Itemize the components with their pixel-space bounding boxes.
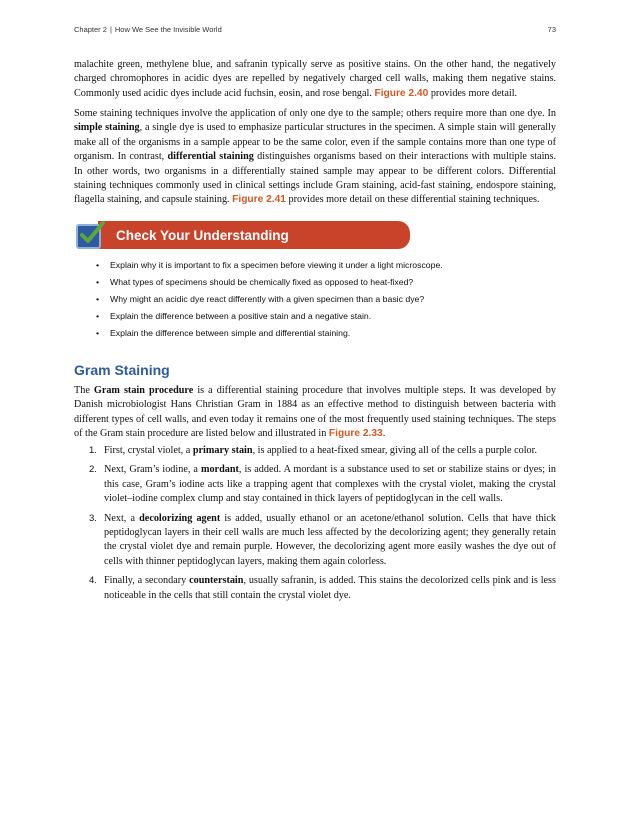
check-understanding-banner [76,220,410,250]
question-text: What types of specimens should be chemically fixed as opposed to heat-fixed? [110,277,414,287]
text-run: , usually safranin, is added. This stains the decolorized cells pink and is less noticeable in the cells that still contain the crystal violet dye. [104,575,556,601]
chapter-title: How We See the Invisible World [114,24,222,34]
gram-stain-steps [74,444,556,608]
text-run: is added, usually ethanol or an acetone/ethanol solution. Cells that have thick peptidoglycan layers in their cell walls are much less affected by the decolorizing agent; they generally retain the crystal violet dye and remain purple. However, the decolorizing agent more easily washes the dye out of cells with thinner peptidoglycan layers, making them again colorless. [104,512,556,567]
text-run: Next, a [104,512,140,524]
check-understanding-list [96,257,536,342]
bullet: • [96,260,100,270]
header-left [74,25,222,34]
chapter-label: Chapter 2 [74,24,107,34]
page-number: 73 [547,24,556,34]
text-run: provides more detail on these differential staining techniques. [285,194,540,206]
step-number: 4. [89,575,97,587]
step-item [74,574,556,603]
text-run: malachite green, methylene blue, and safranin typically serve as positive stains. On the other hand, the negatively charged chromophores in acidic dyes are repelled by negatively charged cell walls, making them negative stains. Commonly used acidic dyes include acid fuchsin, eosin, and rose bengal. [74,59,556,99]
bullet: • [96,311,100,321]
step-text [104,574,556,603]
figure-link-2-33[interactable]: Figure 2.33 [328,428,383,440]
step-item [74,463,556,506]
term-decolorizing-agent: decolorizing agent [139,512,221,524]
step-number: 1. [89,445,97,456]
term-simple-staining: simple staining [74,122,140,134]
question-text: Explain the difference between a positive stain and a negative stain. [110,311,372,321]
text-run: Next, Gram’s iodine, a [104,464,201,476]
text-run: Some staining techniques involve the application of only one dye to the sample; others require more than one dye. In [74,108,556,119]
text-run: , is applied to a heat-fixed smear, giving all of the cells a purple color. [252,445,538,456]
question-item [96,325,536,342]
bullet: • [96,328,100,338]
step-item [74,444,556,458]
running-header [74,22,556,36]
question-item [96,291,536,308]
text-run: provides more detail. [428,87,518,99]
text-run: , is added. A mordant is a substance used to set or stabilize stains or dyes; in this case, Gram’s iodine acts like a trapping agent that complexes with the crystal violet, making the crystal violet–iodine complex clump and stay contained in thick layers of peptidoglycan in the cell walls. [104,464,556,505]
checkmark-box-icon [76,220,106,250]
term-differential-staining: differential staining [167,151,254,163]
text-run: , a single dye is used to emphasize particular structures in the specimen. A simple stain will generally make all of the organisms in a sample appear to be the same color, even if the sample contains more than one type of organism. In contrast, [74,122,556,163]
figure-link-2-41[interactable]: Figure 2.41 [232,194,286,206]
figure-link-2-40[interactable]: Figure 2.40 [374,87,429,99]
text-run: Finally, a secondary [104,575,190,587]
term-gram-stain-procedure: Gram stain procedure [93,385,194,396]
step-number: 3. [89,512,97,524]
step-item [74,512,556,570]
text-run: distinguishes organisms based on their interactions with multiple stains. In other words, two organisms in a differentially stained sample may appear to be different colors. Differential staining techniques commonly used in clinical settings include Gram staining, acid-fast staining, endospore staining, flagella staining, and capsule staining. [74,151,557,206]
check-understanding-title: Check Your Understanding [98,221,410,249]
step-text [104,512,556,570]
term-primary-stain: primary stain [192,445,253,456]
bullet: • [96,294,100,304]
paragraph-gram-stain-intro [74,384,556,442]
step-number: 2. [89,464,97,476]
text-run: The [74,385,94,396]
section-heading-gram-staining: Gram Staining [74,362,170,378]
bullet: • [96,277,100,287]
header-separator: | [109,24,112,34]
question-text: Why might an acidic dye react differently with a given specimen than a basic dye? [110,294,425,304]
question-item [96,308,536,325]
paragraph-staining-techniques [74,107,556,208]
text-run: First, crystal violet, a [104,445,193,456]
paragraph-acidic-dyes [74,58,556,101]
text-run: is a differential staining procedure that involves multiple steps. It was developed by Danish microbiologist Hans Christian Gram in 1884 as an effective method to distinguish between bacteria with different types of cell walls, and even today it remains one of the most frequently used staining techniques. The steps of the Gram stain procedure are listed below and illustrated in [74,385,556,440]
question-item [96,257,536,274]
step-text [104,463,556,506]
question-item [96,274,536,291]
question-text: Explain the difference between simple and differential staining. [110,328,351,338]
step-text [104,444,556,458]
text-run: . [382,428,386,440]
term-counterstain: counterstain [189,575,244,587]
question-text: Explain why it is important to fix a specimen before viewing it under a light microscope. [110,260,443,270]
term-mordant: mordant [200,464,239,476]
